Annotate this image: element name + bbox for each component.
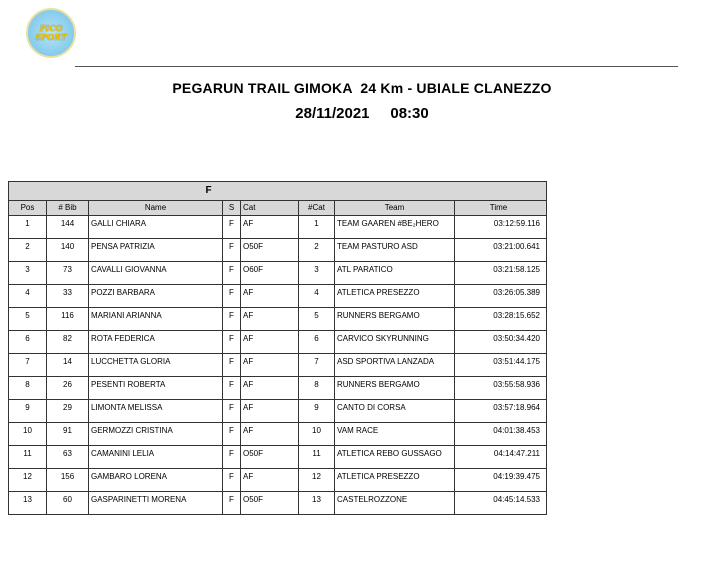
column-header-category: Cat xyxy=(241,201,299,216)
column-header-category-rank: #Cat xyxy=(299,201,335,216)
result-athlete-name: PENSA PATRIZIA xyxy=(89,239,223,262)
table-row xyxy=(9,400,547,423)
result-bib: 82 xyxy=(47,331,89,354)
result-position: 12 xyxy=(9,469,47,492)
result-athlete-name: GAMBARO LORENA xyxy=(89,469,223,492)
result-category-rank: 12 xyxy=(299,469,335,492)
column-header-row xyxy=(9,201,547,216)
result-time: 03:28:15.652 xyxy=(455,308,547,331)
result-category-rank: 1 xyxy=(299,216,335,239)
result-time: 03:55:58.936 xyxy=(455,377,547,400)
result-category-rank: 2 xyxy=(299,239,335,262)
result-team: CANTO DI CORSA xyxy=(335,400,455,423)
result-bib: 73 xyxy=(47,262,89,285)
column-header-pos: Pos xyxy=(9,201,47,216)
race-title: PEGARUN TRAIL GIMOKA 24 Km - UBIALE CLANEZZO xyxy=(172,80,552,96)
result-position: 10 xyxy=(9,423,47,446)
table-row xyxy=(9,285,547,308)
result-position: 5 xyxy=(9,308,47,331)
result-category-rank: 8 xyxy=(299,377,335,400)
result-time: 04:14:47.211 xyxy=(455,446,547,469)
result-position: 1 xyxy=(9,216,47,239)
result-athlete-name: GASPARINETTI MORENA xyxy=(89,492,223,515)
result-position: 8 xyxy=(9,377,47,400)
results-table xyxy=(8,181,547,515)
result-bib: 140 xyxy=(47,239,89,262)
logo-line-1: PICO xyxy=(39,23,63,33)
table-row xyxy=(9,446,547,469)
result-bib: 60 xyxy=(47,492,89,515)
table-row xyxy=(9,423,547,446)
result-category-rank: 10 xyxy=(299,423,335,446)
table-row xyxy=(9,377,547,400)
result-time: 03:12:59.116 xyxy=(455,216,547,239)
result-bib: 91 xyxy=(47,423,89,446)
result-category-rank: 11 xyxy=(299,446,335,469)
result-bib: 116 xyxy=(47,308,89,331)
result-position: 9 xyxy=(9,400,47,423)
table-row xyxy=(9,239,547,262)
table-row xyxy=(9,354,547,377)
result-sex: F xyxy=(223,285,241,308)
result-sex: F xyxy=(223,492,241,515)
result-category-rank: 5 xyxy=(299,308,335,331)
table-row xyxy=(9,216,547,239)
column-header-bib: # Bib xyxy=(47,201,89,216)
result-team: ATLETICA PRESEZZO xyxy=(335,285,455,308)
result-bib: 144 xyxy=(47,216,89,239)
result-sex: F xyxy=(223,423,241,446)
result-athlete-name: LUCCHETTA GLORIA xyxy=(89,354,223,377)
header-divider xyxy=(75,66,678,67)
result-position: 13 xyxy=(9,492,47,515)
category-header-row xyxy=(9,182,547,201)
result-team: TEAM GAAREN #BE₂HERO xyxy=(335,216,455,239)
result-sex: F xyxy=(223,216,241,239)
result-category: O50F xyxy=(241,239,299,262)
result-position: 6 xyxy=(9,331,47,354)
result-team: ATLETICA REBO GUSSAGO xyxy=(335,446,455,469)
table-row xyxy=(9,492,547,515)
result-team: RUNNERS BERGAMO xyxy=(335,377,455,400)
logo-line-2: SPORT xyxy=(35,32,67,42)
result-athlete-name: CAVALLI GIOVANNA xyxy=(89,262,223,285)
result-bib: 29 xyxy=(47,400,89,423)
result-team: ASD SPORTIVA LANZADA xyxy=(335,354,455,377)
result-category: AF xyxy=(241,285,299,308)
result-bib: 156 xyxy=(47,469,89,492)
result-position: 3 xyxy=(9,262,47,285)
result-athlete-name: CAMANINI LELIA xyxy=(89,446,223,469)
result-athlete-name: ROTA FEDERICA xyxy=(89,331,223,354)
result-athlete-name: LIMONTA MELISSA xyxy=(89,400,223,423)
result-athlete-name: POZZI BARBARA xyxy=(89,285,223,308)
result-sex: F xyxy=(223,262,241,285)
result-category: AF xyxy=(241,331,299,354)
result-team: VAM RACE xyxy=(335,423,455,446)
result-category: O60F xyxy=(241,262,299,285)
result-time: 03:50:34.420 xyxy=(455,331,547,354)
result-bib: 14 xyxy=(47,354,89,377)
result-position: 7 xyxy=(9,354,47,377)
result-team: TEAM PASTURO ASD xyxy=(335,239,455,262)
result-sex: F xyxy=(223,400,241,423)
result-sex: F xyxy=(223,308,241,331)
result-athlete-name: GALLI CHIARA xyxy=(89,216,223,239)
result-category: AF xyxy=(241,469,299,492)
result-sex: F xyxy=(223,331,241,354)
result-category: AF xyxy=(241,354,299,377)
result-category: AF xyxy=(241,423,299,446)
result-sex: F xyxy=(223,354,241,377)
result-bib: 63 xyxy=(47,446,89,469)
result-bib: 33 xyxy=(47,285,89,308)
table-row xyxy=(9,308,547,331)
table-row xyxy=(9,469,547,492)
race-date-time: 28/11/2021 08:30 xyxy=(295,105,429,122)
results-body xyxy=(9,216,547,515)
result-sex: F xyxy=(223,446,241,469)
result-position: 11 xyxy=(9,446,47,469)
result-category-rank: 7 xyxy=(299,354,335,377)
table-row xyxy=(9,262,547,285)
result-time: 04:19:39.475 xyxy=(455,469,547,492)
result-sex: F xyxy=(223,469,241,492)
column-header-sex: S xyxy=(223,201,241,216)
result-position: 2 xyxy=(9,239,47,262)
result-time: 03:21:00.641 xyxy=(455,239,547,262)
result-category-rank: 13 xyxy=(299,492,335,515)
result-category-rank: 6 xyxy=(299,331,335,354)
result-time: 04:01:38.453 xyxy=(455,423,547,446)
result-athlete-name: PESENTI ROBERTA xyxy=(89,377,223,400)
result-time: 03:57:18.964 xyxy=(455,400,547,423)
result-time: 03:26:05.389 xyxy=(455,285,547,308)
result-team: ATLETICA PRESEZZO xyxy=(335,469,455,492)
result-category: AF xyxy=(241,216,299,239)
column-header-team: Team xyxy=(335,201,455,216)
result-position: 4 xyxy=(9,285,47,308)
result-team: CARVICO SKYRUNNING xyxy=(335,331,455,354)
result-team: ATL PARATICO xyxy=(335,262,455,285)
result-bib: 26 xyxy=(47,377,89,400)
result-sex: F xyxy=(223,239,241,262)
column-header-name: Name xyxy=(89,201,223,216)
result-category-rank: 4 xyxy=(299,285,335,308)
result-category: O50F xyxy=(241,446,299,469)
category-label: F xyxy=(9,182,547,201)
pico-sport-logo xyxy=(26,8,76,58)
result-time: 04:45:14.533 xyxy=(455,492,547,515)
result-athlete-name: MARIANI ARIANNA xyxy=(89,308,223,331)
table-row xyxy=(9,331,547,354)
result-category: AF xyxy=(241,308,299,331)
result-athlete-name: GERMOZZI CRISTINA xyxy=(89,423,223,446)
result-sex: F xyxy=(223,377,241,400)
result-category: O50F xyxy=(241,492,299,515)
result-category: AF xyxy=(241,377,299,400)
result-category: AF xyxy=(241,400,299,423)
result-category-rank: 3 xyxy=(299,262,335,285)
result-team: RUNNERS BERGAMO xyxy=(335,308,455,331)
column-header-time: Time xyxy=(455,201,547,216)
result-time: 03:51:44.175 xyxy=(455,354,547,377)
result-time: 03:21:58.125 xyxy=(455,262,547,285)
result-team: CASTELROZZONE xyxy=(335,492,455,515)
result-category-rank: 9 xyxy=(299,400,335,423)
